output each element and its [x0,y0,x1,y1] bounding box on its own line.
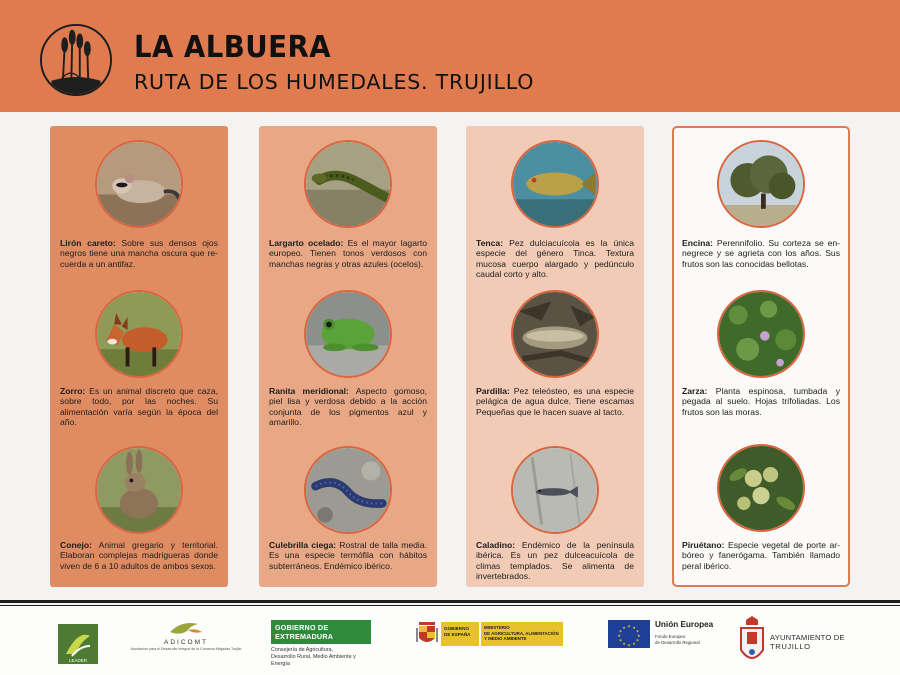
species-description: Encina: Perennifolio. Su corteza se en-negrece y se agrieta con los años. Sus frutos son las conocidas bellotas. [682,238,840,269]
ue-title: Unión Europea [655,620,714,629]
species-description: Tenca: Pez dulciacuícola es la única especie del género Tinca. Textura mucosa cuerpo alargado y pedúnculo caudal corto y alto. [476,238,634,280]
bramble-photo [717,290,805,378]
eu-flag-icon [608,620,650,648]
tench-photo [511,140,599,228]
gobierno-espana-logo [415,620,563,648]
worm-lizard-photo [304,446,392,534]
spain-coat-of-arms-icon [415,620,439,648]
species-description: Ranita meridional: Aspecto gomoso, piel lisa y verdosa debido a la acción conjunta de los pigmentos azul y amarillo. [269,386,427,428]
extremadura-department: Consejería de Agricultura, Desarrollo Rural, Medio Ambiente y Energía [271,647,356,667]
svg-text:★: ★ [622,624,626,630]
svg-text:★: ★ [637,633,641,638]
svg-text:★: ★ [622,641,626,647]
species-description: Lirón careto: Sobre sus densos ojos negros tiene una mancha oscura que re-cuerda a un antifaz. [60,238,218,269]
reeds-icon [40,24,112,96]
adicomt-tagline: Asociación para el Desarrollo Integral de la Comarca Miajadas Trujillo [130,647,242,651]
species-description: Conejo: Animal gregario y territorial. Elaboran complejas madrigueras donde viven de 6 a 10 adultos de ambos sexos. [60,540,218,571]
leader-label: LEADER [68,658,88,663]
gobierno-extremadura-logo [271,620,371,667]
trujillo-line1: AYUNTAMIENTO DE [770,633,845,642]
ministerio-label: MINISTERIO DE AGRICULTURA, ALIMENTACIÓN Y MEDIO AMBIENTE [481,622,563,646]
ayuntamiento-trujillo-logo [738,616,858,668]
sponsor-footer [0,606,900,675]
svg-text:★: ★ [632,624,636,630]
species-description: Piruétano: Especie vegetal de porte ar-bóreo y fanerógama. También llamado peral ibérico. [682,540,840,571]
column-fish [466,126,644,587]
column-reptiles [259,126,437,587]
svg-text:★: ★ [627,642,631,648]
union-europea-logo [608,620,718,656]
svg-text:★: ★ [618,628,623,634]
adicomt-name: ADICOMT [164,639,208,646]
header-banner [0,0,900,112]
dormouse-photo [95,140,183,228]
species-description: Largarto ocelado: Es el mayor lagarto europeo. Tienen tonos verdosos con manchas negras y otras azules (ocelos). [269,238,427,269]
svg-text:★: ★ [627,623,631,629]
svg-text:★: ★ [635,628,640,634]
tree-frog-photo [304,290,392,378]
extremadura-title: GOBIERNO DE EXTREMADURA [271,620,371,644]
trujillo-crest-icon [738,616,766,668]
column-plants [672,126,850,587]
ue-fund: Fondo Europeo de Desarrollo Regional [655,634,700,645]
holm-oak-photo [717,140,805,228]
gobierno-label: GOBIERNO DE ESPAÑA [441,622,479,646]
species-description: Pardilla: Pez teleósteo, es una especie pelágica de agua dulce. Tiene escamas Pequeñas que le hacen suave al tacto. [476,386,634,417]
species-description: Zarza: Planta espinosa, tumbada y pegada al suelo. Hojas trifoliadas. Los frutos son las moras. [682,386,840,417]
adicomt-bird-icon [168,618,204,638]
svg-text:★: ★ [635,637,640,643]
column-mammals [50,126,228,587]
species-description: Zorro: Es un animal discreto que caza, sobre todo, por las noches. Su alimentación varía según la época del año. [60,386,218,428]
wild-pear-photo [717,444,805,532]
page-title: LA ALBUERA [134,30,332,65]
fox-photo [95,290,183,378]
caladino-fish-photo [511,446,599,534]
page-subtitle: RUTA DE LOS HUMEDALES. TRUJILLO [134,70,535,94]
adicomt-logo [130,618,242,668]
lizard-photo [304,140,392,228]
leader-logo-icon [58,624,98,664]
footer-divider [0,600,900,603]
svg-text:★: ★ [618,637,623,643]
svg-text:★: ★ [632,641,636,647]
svg-text:★: ★ [617,633,621,638]
trujillo-line2: TRUJILLO [770,642,811,651]
rabbit-photo [95,446,183,534]
species-description: Culebrilla ciega: Rostral de talla media. Es una especie termófila con hábitos subterráneos. Endémico ibérico. [269,540,428,571]
pardilla-fish-photo [511,290,599,378]
species-description: Caladino: Endémico de la península ibérica. Es un pez dulceacuícola de climas templados. Se alimenta de invertebrados. [476,540,634,582]
